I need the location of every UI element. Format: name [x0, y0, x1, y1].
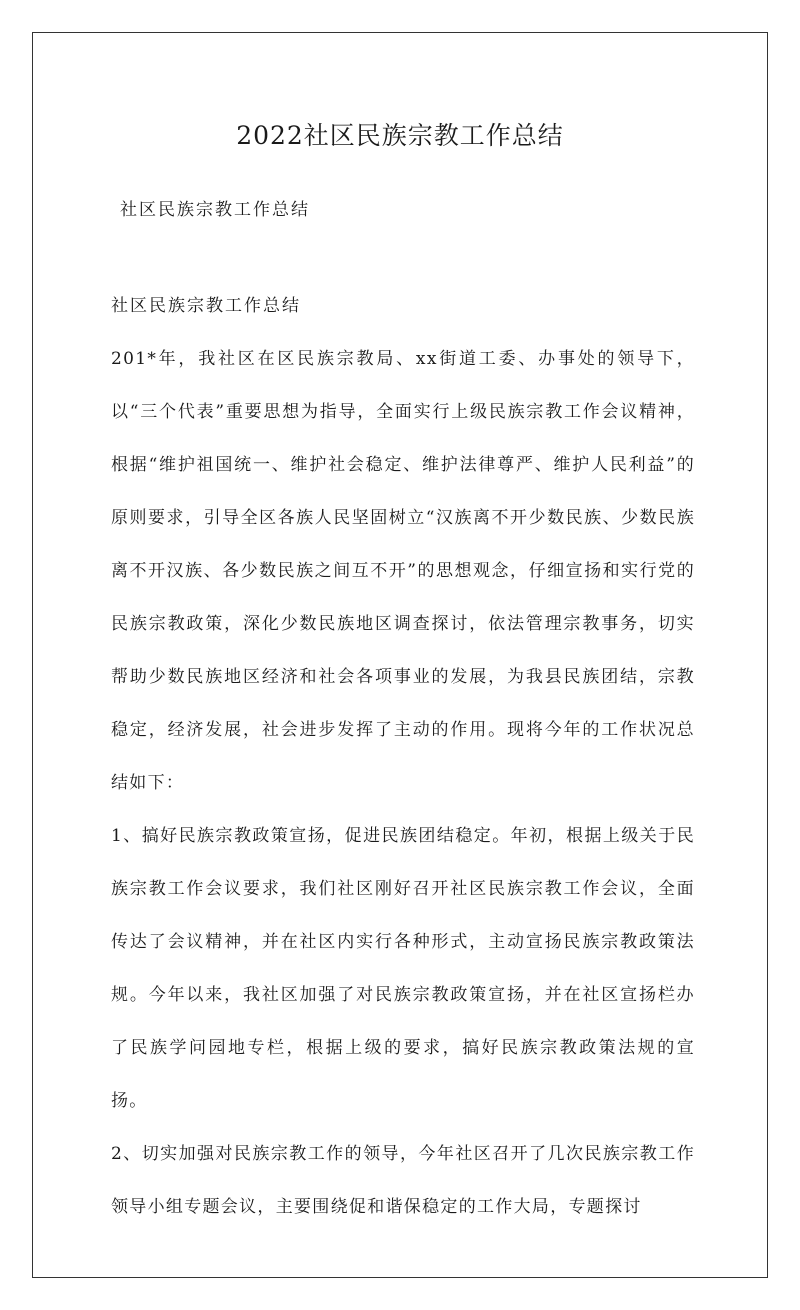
document-subtitle: 社区民族宗教工作总结: [120, 200, 310, 220]
document-body: [111, 280, 695, 1234]
body-heading: 社区民族宗教工作总结: [111, 296, 301, 316]
paragraph-item-2: 2、切实加强对民族宗教工作的领导，今年社区召开了几次民族宗教工作领导小组专题会议，主要围绕促和谐保稳定的工作大局，专题探讨: [111, 1144, 695, 1217]
paragraph-intro: 201*年，我社区在区民族宗教局、xx街道工委、办事处的领导下，以“三个代表”重要思想为指导，全面实行上级民族宗教工作会议精神，根据“维护祖国统一、维护社会稳定、维护法律尊严、维护人民利益”的原则要求，引导全区各族人民坚固树立“汉族离不开少数民族、少数民族离不开汉族、各少数民族之间互不开”的思想观念，仔细宣扬和实行党的民族宗教政策，深化少数民族地区调查探讨，依法管理宗教事务，切实帮助少数民族地区经济和社会各项事业的发展，为我县民族团结，宗教稳定，经济发展，社会进步发挥了主动的作用。现将今年的工作状况总结如下：: [111, 349, 695, 793]
document-title: 2022社区民族宗教工作总结: [236, 121, 564, 150]
paragraph-item-1: 1、搞好民族宗教政策宣扬，促进民族团结稳定。年初，根据上级关于民族宗教工作会议要求，我们社区刚好召开社区民族宗教工作会议，全面传达了会议精神，并在社区内实行各种形式，主动宣扬民族宗教政策法规。今年以来，我社区加强了对民族宗教政策宣扬，并在社区宣扬栏办了民族学问园地专栏，根据上级的要求，搞好民族宗教政策法规的宣扬。: [111, 826, 695, 1111]
